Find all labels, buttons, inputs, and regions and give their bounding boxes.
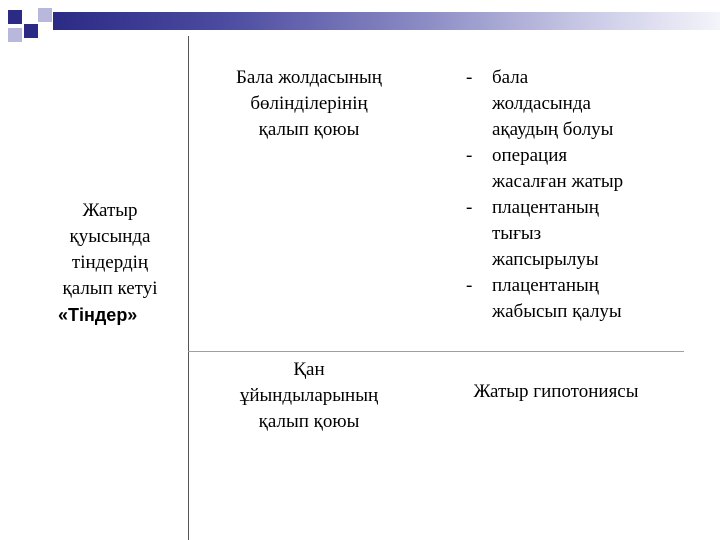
bullet-line: бала [492,67,529,88]
left-cell-line: Жатыр [82,200,138,221]
bullet-line: жасалған жатыр [492,171,624,192]
bottom-middle-cell [200,357,418,435]
deco-square-dark [24,24,38,38]
deco-square-light [8,28,22,42]
bullet-item [466,65,696,143]
left-cell-line: қуысында [69,226,151,247]
table-horizontal-divider [188,351,684,352]
bottom-middle-line: қалып қоюы [258,411,360,432]
bullet-dash: - [466,275,473,296]
bullet-item [466,195,696,273]
bullet-dash: - [466,67,473,88]
top-middle-cell [202,65,416,143]
bullet-line: тығыз [492,223,542,244]
deco-square-light [38,8,52,22]
bullet-line: жапсырылуы [492,249,599,270]
bullet-dash: - [466,145,473,166]
bullet-line: операция [492,145,568,166]
bottom-right-cell [436,379,676,405]
bullet-dash: - [466,197,473,218]
top-middle-line: қалып қоюы [258,119,360,140]
left-cell-subtitle: «Тіндер» [58,305,138,325]
left-cell-line: тіндердің [71,252,149,273]
bullet-item [466,143,696,195]
bullet-item [466,273,696,325]
top-middle-line: бөлінділерінің [250,93,368,114]
bullet-line: плацентаның [492,197,599,218]
table-vertical-divider [188,36,189,540]
bullet-line: жабысып қалуы [492,301,622,322]
top-middle-line: Бала жолдасының [236,67,382,88]
bullet-line: ақаудың болуы [492,119,614,140]
left-cell [40,198,180,328]
bottom-middle-line: ұйындыларының [239,385,379,406]
bullet-line: плацентаның [492,275,599,296]
bottom-right-line: Жатыр гипотониясы [473,381,639,402]
decorative-squares [0,0,60,50]
header-gradient-bar [53,12,720,30]
bottom-middle-line: Қан [293,359,325,380]
bullet-line: жолдасында [492,93,591,114]
left-cell-line: қалып кетуі [62,278,158,299]
top-right-bullet-list [466,65,696,325]
deco-square-dark [8,10,22,24]
